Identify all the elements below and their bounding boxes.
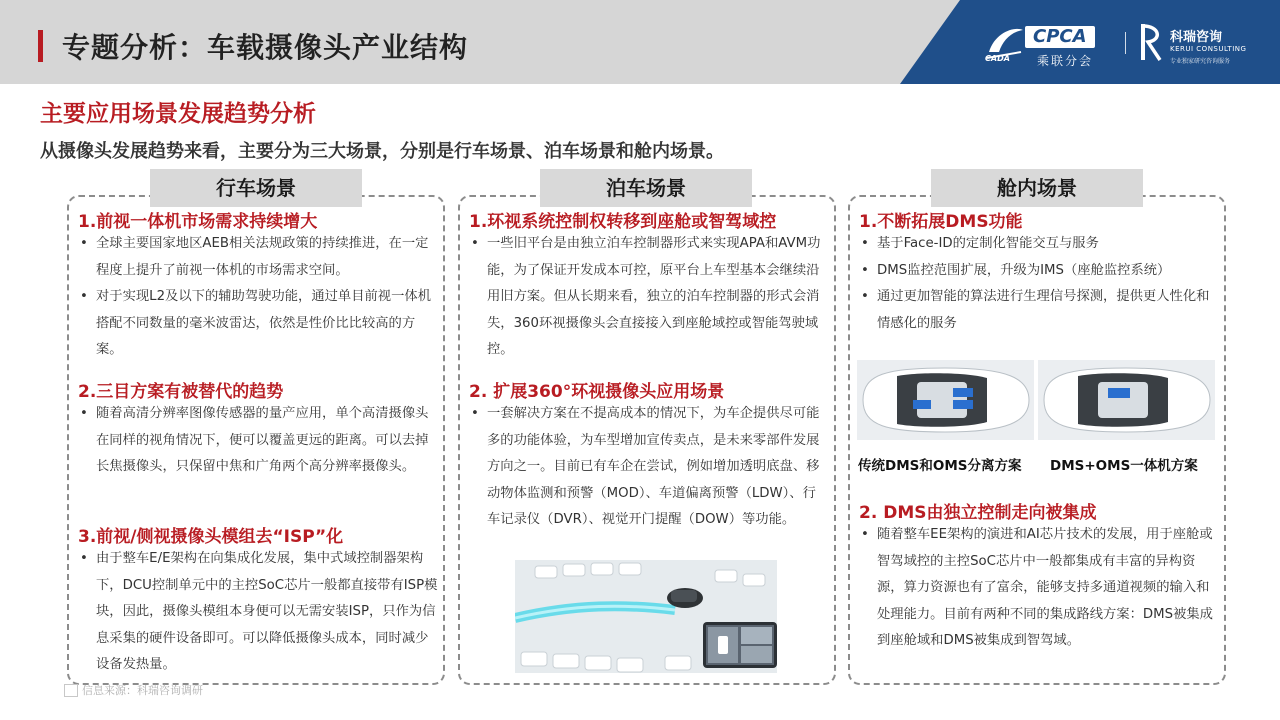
- parking-illustration: [515, 560, 777, 673]
- driving-item-3-bullets: [78, 546, 438, 679]
- driving-item-3-title: 3.前视/侧视摄像头模组去“ISP”化: [78, 527, 344, 547]
- kerui-name: 科瑞咨询: [1170, 30, 1223, 45]
- cpca-text: CPCA: [1025, 26, 1095, 48]
- bullet: • 基于Face-ID的定制化智能交互与服务: [859, 231, 1221, 258]
- source-note: 信息来源：科瑞咨询调研: [82, 684, 203, 697]
- kerui-tagline: 专业独家研究咨询服务: [1170, 58, 1231, 65]
- logo-divider: [1125, 32, 1126, 54]
- kerui-logo-icon: [1140, 20, 1164, 64]
- driving-item-1-title: 1.前视一体机市场需求持续增大: [78, 212, 318, 232]
- section-title: 主要应用场景发展趋势分析: [40, 101, 316, 127]
- car-cabin-top-view-image: [857, 360, 1034, 440]
- bullet: • 全球主要国家地区AEB相关法规政策的持续推进，在一定程度上提升了前视一体机的市场需求空间。: [78, 231, 438, 284]
- cabin-item-1-bullets: [859, 231, 1221, 337]
- bullet: • 一些旧平台是由独立泊车控制器形式来实现APA和AVM功能，为了保证开发成本可控，原平台上车型基本会继续沿用旧方案。但从长期来看，独立的泊车控制器的形式会消失，360环视摄像头会直接接入到座舱域控或智能驾驶域控。: [469, 231, 829, 364]
- source-icon: [64, 684, 78, 697]
- cpca-logo: [985, 22, 1110, 66]
- driving-item-2-title: 2.三目方案有被替代的趋势: [78, 382, 284, 402]
- page-title: 专题分析：车载摄像头产业结构: [62, 31, 469, 64]
- bullet: • 随着高清分辨率图像传感器的量产应用，单个高清摄像头在同样的视角情况下，便可以覆盖更远的距离。可以去掉长焦摄像头，只保留中焦和广角两个高分辨率摄像头。: [78, 401, 438, 481]
- bullet: • 通过更加智能的算法进行生理信号探测，提供更人性化和情感化的服务: [859, 284, 1221, 337]
- cada-text: CADA: [985, 54, 1010, 63]
- driving-item-2-bullets: [78, 401, 438, 481]
- bullet: • 由于整车E/E架构在向集成化发展，集中式域控制器架构下，DCU控制单元中的主控SoC芯片一般都直接带有ISP模块，因此，摄像头模组本身便可以无需安装ISP，只作为信息采集的硬件设备即可。可以降低摄像头成本，同时减少设备发热量。: [78, 546, 438, 679]
- caption-integrated-scheme: DMS+OMS一体机方案: [1050, 458, 1198, 474]
- cpca-chinese-name: 乘联分会: [1037, 54, 1094, 68]
- parking-scene-image: [515, 560, 777, 673]
- title-accent-bar: [38, 30, 43, 62]
- parking-item-1-bullets: [469, 231, 829, 364]
- bullet: • 对于实现L2及以下的辅助驾驶功能，通过单目前视一体机搭配不同数量的毫米波雷达，依然是性价比比较高的方案。: [78, 284, 438, 364]
- driving-item-1-bullets: [78, 231, 438, 364]
- logo-area: [900, 0, 1280, 84]
- bullet: • 随着整车EE架构的演进和AI芯片技术的发展，用于座舱或智驾域控的主控SoC芯片中一般都集成有丰富的异构资源，算力资源也有了富余，能够支持多通道视频的输入和处理能力。目前有两种不同的集成路线方案：DMS被集成到座舱域和DMS被集成到智驾域。: [859, 522, 1221, 655]
- bullet: • 一套解决方案在不提高成本的情况下，为车企提供尽可能多的功能体验，为车型增加宣传卖点，是未来零部件发展方向之一。目前已有车企在尝试，例如增加透明底盘、移动物体监测和预警（MOD）、车道偏离预警（LDW）、行车记录仪（DVR）、视觉开门提醒（DOW）等功能。: [469, 401, 829, 534]
- kerui-english: KERUI CONSULTING: [1170, 45, 1247, 53]
- card-parking-heading: 泊车场景: [540, 169, 752, 207]
- caption-separate-scheme: 传统DMS和OMS分离方案: [858, 458, 1022, 474]
- cabin-image-integrated: [1038, 360, 1215, 440]
- cabin-item-1-title: 1.不断拓展DMS功能: [859, 212, 1023, 232]
- card-cabin-heading: 舱内场景: [931, 169, 1143, 207]
- car-cabin-top-view-image: [1038, 360, 1215, 440]
- section-subtitle: 从摄像头发展趋势来看，主要分为三大场景，分别是行车场景、泊车场景和舱内场景。: [40, 141, 724, 162]
- parking-item-1-title: 1.环视系统控制权转移到座舱或智驾域控: [469, 212, 777, 232]
- bullet: • DMS监控范围扩展，升级为IMS（座舱监控系统）: [859, 258, 1221, 285]
- parking-item-2-bullets: [469, 401, 829, 534]
- cabin-image-separate: [857, 360, 1034, 440]
- card-driving-heading: 行车场景: [150, 169, 362, 207]
- parking-item-2-title: 2. 扩展360°环视摄像头应用场景: [469, 382, 725, 402]
- cabin-item-2-bullets: [859, 522, 1221, 655]
- cabin-item-2-title: 2. DMS由独立控制走向被集成: [859, 503, 1097, 523]
